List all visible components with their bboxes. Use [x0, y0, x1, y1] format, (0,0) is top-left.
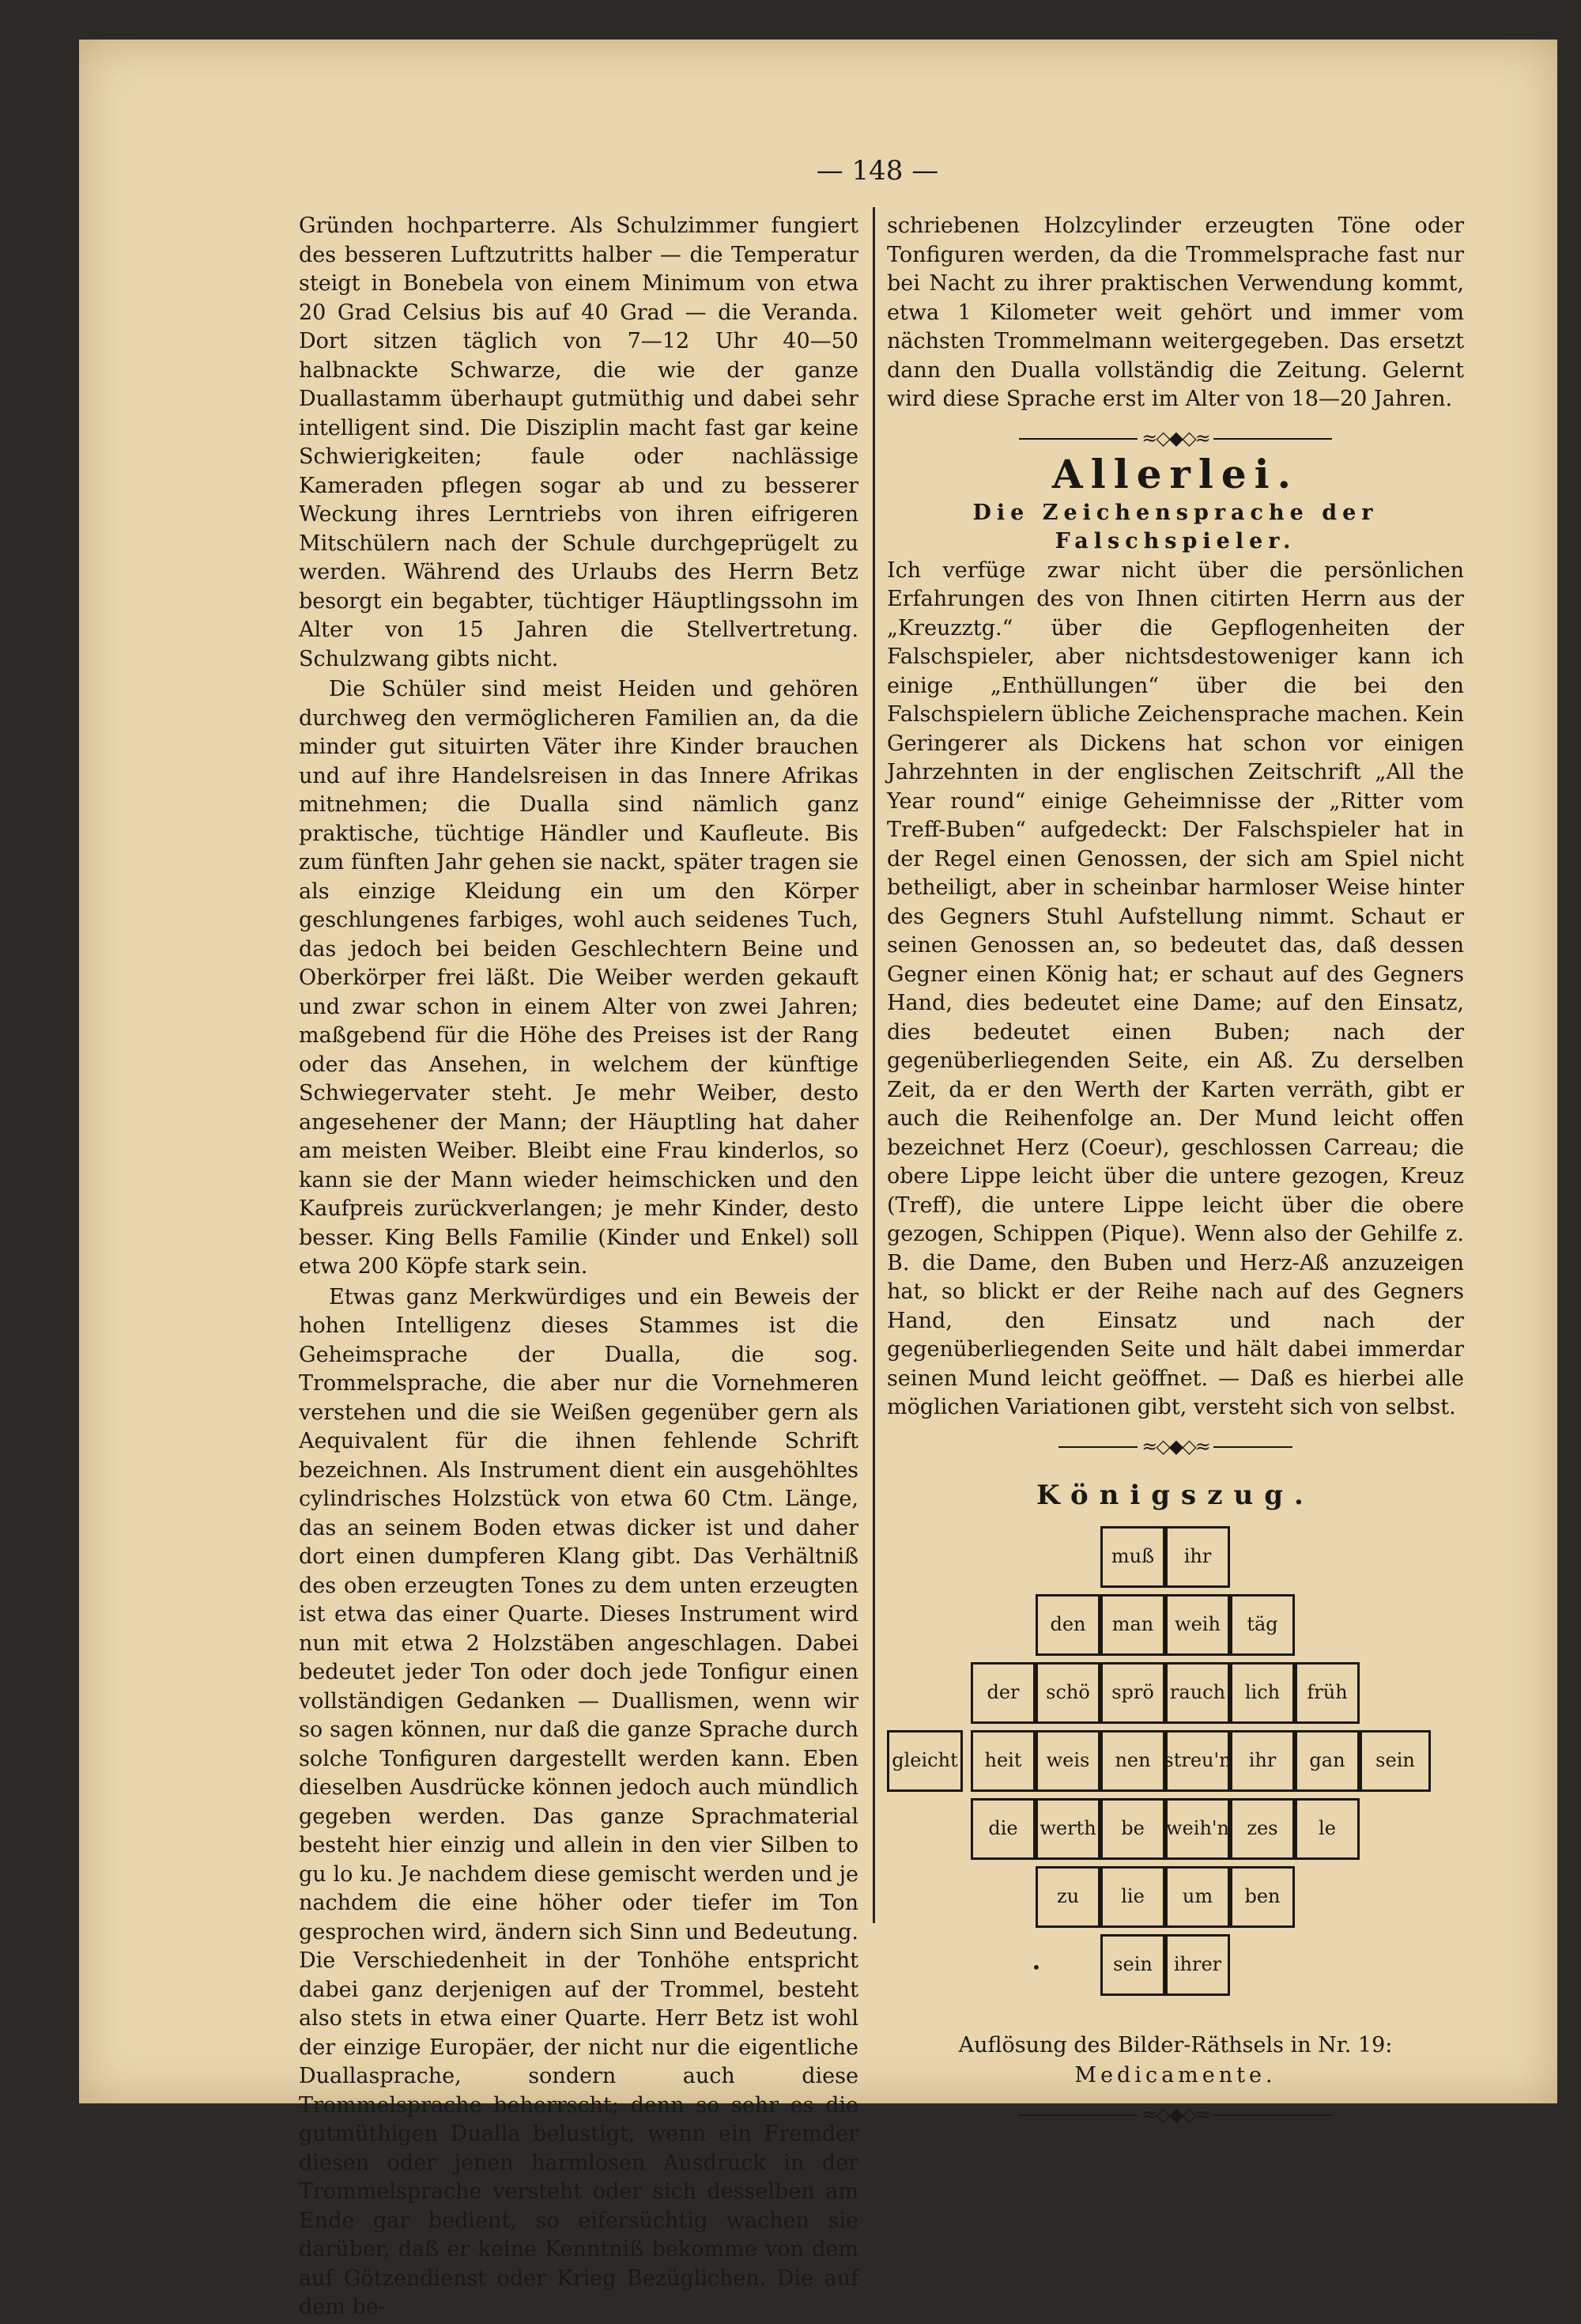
- left-paragraph-2: Die Schüler sind meist Heiden und gehören durchweg den vermöglicheren Familien an, da die minder gut situirten Väter ihre Kinder brauchen und auf ihre Handelsreisen in das Innere Afrikas mitnehmen; die Dualla sind nämlich ganz praktische, tüchtige Händler und Kaufleute. Bis zum fünften Jahr gehen sie nackt, später tragen sie als einzige Kleidung ein um den Körper geschlungenes farbiges, wohl auch seidenes Tuch, das jedoch bei beiden Geschlechtern Beine und Oberkörper frei läßt. Die Weiber werden gekauft und zwar schon in einem Alter von zwei Jahren; maßgebend für die Höhe des Preises ist der Rang oder das Ansehen, in welchem der künftige Schwiegervater steht. Je mehr Weiber, desto angesehener der Mann; der Häuptling hat daher am meisten Weiber. Bleibt eine Frau kinderlos, so kann sie der Mann wieder heimschicken und den Kaufpreis zurückverlangen; je mehr Kinder, desto besser. King Bells Familie (Kinder und Enkel) soll etwa 200 Köpfe stark sein.: [299, 677, 858, 1279]
- puzzle-cell: gleicht: [887, 1730, 963, 1792]
- puzzle-cell: streu'n: [1165, 1730, 1230, 1792]
- ornament-glyph-3: ≈◇◆◇≈: [1141, 2103, 1209, 2126]
- puzzle-cell: den: [1036, 1594, 1100, 1656]
- puzzle-cell: le: [1295, 1798, 1360, 1860]
- section-heading: Allerlei.: [1051, 451, 1300, 497]
- solution-block: [887, 2031, 1464, 2091]
- right-intro-paragraph: schriebenen Holzcylinder erzeugten Töne oder Tonfiguren werden, da die Trommelsprache fast nur bei Nacht zu ihrer praktischen Verwendung kommt, etwa 1 Kilometer weit gehört und immer vom nächsten Trommelmann weitergegeben. Das ersetzt dann den Dualla vollständig die Zeitung. Gelernt wird diese Sprache erst im Alter von 18—20 Jahren.: [887, 214, 1464, 411]
- puzzle-cell: ben: [1230, 1866, 1295, 1928]
- ornament-divider-2: [887, 1432, 1464, 1461]
- puzzle-cell: weis: [1036, 1730, 1100, 1792]
- column-divider: [873, 207, 875, 1923]
- ornament-divider: [887, 424, 1464, 453]
- puzzle-cell: früh: [1295, 1662, 1360, 1724]
- puzzle-cell: werth: [1036, 1798, 1100, 1860]
- ornament-divider-3: [887, 2100, 1464, 2129]
- ornament-glyph: ≈◇◆◇≈: [1141, 426, 1209, 449]
- puzzle-cell: täg: [1230, 1594, 1295, 1656]
- article-text: Ich verfüge zwar nicht über die persönlichen Erfahrungen des von Ihnen citirten Herrn aus der „Kreuzztg.“ über die Gepflogenheiten der Falschspieler, aber nichtsdestoweniger kann ich einige „Enthüllungen“ über die bei den Falschspielern übliche Zeichensprache machen. Kein Geringerer als Dickens hat schon vor einigen Jahrzehnten in der englischen Zeitschrift „All the Year round“ einige Geheimnisse der „Ritter vom Treff-Buben“ aufgedeckt: Der Falschspieler hat in der Regel einen Genossen, der sich am Spiel nicht betheiligt, aber in scheinbar harmloser Weise hinter des Gegners Stuhl Aufstellung nimmt. Schaut er seinen Genossen an, so bedeutet das, daß dessen Gegner einen König hat; er schaut auf des Gegners Hand, dies bedeutet eine Dame; auf den Einsatz, dies bedeutet einen Buben; nach der gegenüberliegenden Seite, ein Aß. Zu derselben Zeit, da er den Werth der Karten verräth, gibt er auch die Reihenfolge an. Der Mund leicht offen bezeichnet Herz (Coeur), geschlossen Carreau; die obere Lippe leicht über die untere gezogen, Kreuz (Treff), die untere Lippe leicht über die obere gezogen, Schippen (Pique). Wenn also der Gehilfe z. B. die Dame, den Buben und Herz-Aß anzuzeigen hat, so blickt er der Reihe nach auf des Gegners Hand, den Einsatz und nach der gegenüberliegenden Seite und hält dabei immerdar seinen Mund leicht geöffnet. — Daß es hierbei alle möglichen Variationen gibt, versteht sich von selbst.: [887, 557, 1464, 1419]
- puzzle-cell: lich: [1230, 1662, 1295, 1724]
- puzzle-cell: man: [1100, 1594, 1165, 1656]
- puzzle-cell: weih'n: [1165, 1798, 1230, 1860]
- puzzle-cell: sein: [1100, 1934, 1165, 1996]
- puzzle-cell: heit: [971, 1730, 1036, 1792]
- page-number: — 148 —: [816, 155, 939, 187]
- right-column: [887, 212, 1464, 2137]
- solution-answer: Medicamente.: [1074, 2062, 1277, 2088]
- puzzle-cell: die: [971, 1798, 1036, 1860]
- puzzle-cell: weih: [1165, 1594, 1230, 1656]
- puzzle-cell: ihrer: [1165, 1934, 1230, 1996]
- puzzle-cell: sprö: [1100, 1662, 1165, 1724]
- puzzle-cell: zu: [1036, 1866, 1100, 1928]
- ornament-glyph-2: ≈◇◆◇≈: [1141, 1434, 1209, 1457]
- left-paragraph-3: Etwas ganz Merkwürdiges und ein Beweis der hohen Intelligenz dieses Stammes ist die Geheimsprache der Dualla, die sog. Trommelsprache, die aber nur die Vornehmeren verstehen und die sie Weißen gegenüber gern als Aequivalent für die ihnen fehlende Schrift bezeichnen. Als Instrument dient ein ausgehöhltes cylindrisches Holzstück von etwa 60 Ctm. Länge, das an seinem Boden etwas dicker ist und daher dort einen dumpferen Klang gibt. Das Verhältniß des oben erzeugten Tones zu dem unten erzeugten ist etwa das einer Quarte. Dieses Instrument wird nun mit etwa 2 Holzstäben angeschlagen. Dabei bedeutet jeder Ton oder doch jede Tonfigur einen vollständigen Gedanken — Duallismen, wenn wir so sagen können, nur daß die ganze Sprache durch solche Tonfiguren dargestellt werden kann. Eben dieselben Ausdrücke können jedoch auch mündlich gegeben werden. Das ganze Sprachmaterial besteht hier einzig und allein in den vier Silben to gu lo ku. Je nachdem diese gemischt werden und je nachdem die eine höher oder tiefer im Ton gesprochen wird, ändern sich Sinn und Bedeutung. Die Verschiedenheit in der Tonhöhe entspricht dabei ganz derjenigen auf der Trommel, besteht also stets in etwa einer Quarte. Herr Betz ist wohl der einzige Europäer, der nicht nur die eigentliche Duallasprache, sondern auch diese Trommelsprache beherrscht; denn so sehr es die gutmüthigen Dualla belustigt, wenn ein Fremder diesen oder jenen harmlosen Ausdruck in der Trommelsprache versteht oder sich desselben am Ende gar bedient, so eifersüchtig wachen sie darüber, daß er keine Kenntniß bekomme von dem auf Götzendienst oder Krieg Bezüglichen. Die auf dem be-: [299, 1284, 858, 2319]
- puzzle-grid: [887, 1526, 1464, 2018]
- puzzle-cell: ihr: [1230, 1730, 1295, 1792]
- puzzle-cell: zes: [1230, 1798, 1295, 1860]
- grid-dot: •: [1032, 1957, 1041, 1977]
- puzzle-cell: gan: [1295, 1730, 1360, 1792]
- puzzle-cell: der: [971, 1662, 1036, 1724]
- puzzle-cell: be: [1100, 1798, 1165, 1860]
- puzzle-cell: sein: [1360, 1730, 1431, 1792]
- left-column: [299, 212, 858, 2324]
- puzzle-cell: schö: [1036, 1662, 1100, 1724]
- article-title: Die Zeichensprache der Falschspieler.: [972, 500, 1379, 554]
- puzzle-title: Königszug.: [1036, 1479, 1315, 1511]
- puzzle-cell: muß: [1100, 1526, 1165, 1588]
- solution-label: Auflösung des Bilder-Räthsels in Nr. 19:: [958, 2032, 1393, 2058]
- puzzle-cell: lie: [1100, 1866, 1165, 1928]
- left-paragraph-1: Gründen hochparterre. Als Schulzimmer fungiert des besseren Luftzutritts halber — die Temperatur steigt in Bonebela von einem Minimum von etwa 20 Grad Celsius bis auf 40 Grad — die Veranda. Dort sitzen täglich von 7—12 Uhr 40—50 halbnackte Schwarze, die wie der ganze Duallastamm überhaupt gutmüthig und dabei sehr intelligent sind. Die Disziplin macht fast gar keine Schwierigkeiten; faule oder nachlässige Kameraden pflegen sogar ab und zu besserer Weckung ihres Lerntriebs von ihren eifrigeren Mitschülern nach der Schule durchgeprügelt zu werden. Während des Urlaubs des Herrn Betz besorgt ein begabter, tüchtiger Häuptlingssohn im Alter von 15 Jahren die Stellvertretung. Schulzwang gibts nicht.: [299, 214, 858, 671]
- puzzle-cell: nen: [1100, 1730, 1165, 1792]
- puzzle-cell: rauch: [1165, 1662, 1230, 1724]
- puzzle-cell: ihr: [1165, 1526, 1230, 1588]
- puzzle-cell: um: [1165, 1866, 1230, 1928]
